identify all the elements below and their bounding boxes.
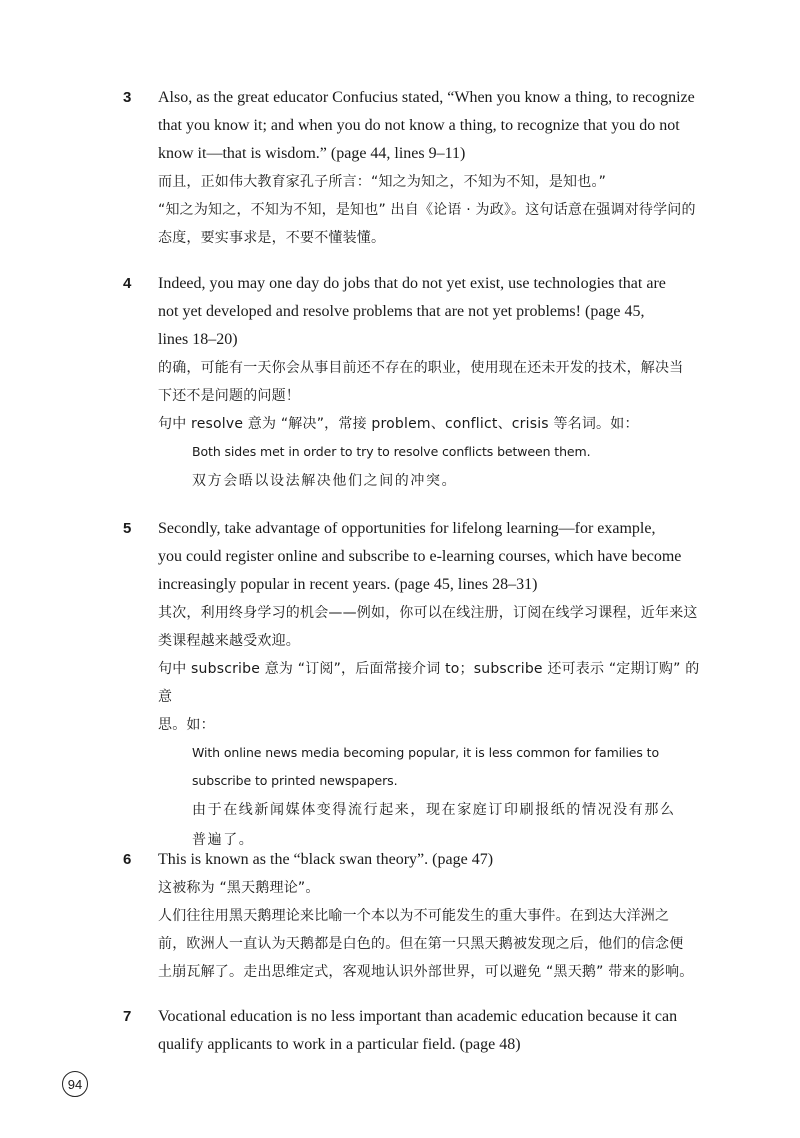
explanation: 句中 resolve 意为 “解决”，常接 problem、conflict、crisis 等名词。如： (158, 416, 639, 432)
note-body (158, 270, 703, 496)
chinese-translation: 这被称为 “黑天鹅理论”。 (158, 880, 320, 896)
note-body (158, 846, 703, 986)
note-number: 3 (123, 89, 132, 106)
english-sentence: Also, as the great educator Confucius stated, “When you know a thing, to recognize that you know it; and when you do not know a thing, to recognize that you do not know it—that is wisdom.” (page 44, lines 9–11) (158, 89, 695, 162)
example-chinese: 由于在线新闻媒体变得流行起来，现在家庭订印刷报纸的情况没有那么 普遍了。 (192, 802, 676, 848)
note-number: 5 (123, 520, 132, 537)
note-body (158, 515, 703, 855)
chinese-translation: 而且，正如伟大教育家孔子所言：“知之为知之，不知为不知，是知也。” (158, 174, 607, 190)
english-sentence: Indeed, you may one day do jobs that do not yet exist, use technologies that are not yet developed and resolve problems that are not yet problems! (page 45, lines 18–20) (158, 275, 666, 348)
explanation: “知之为知之，不知为不知，是知也” 出自《论语 · 为政》。这句话意在强调对待学问的 态度，要实事求是，不要不懂装懂。 (158, 202, 696, 246)
english-sentence: This is known as the “black swan theory”. (page 47) (158, 851, 494, 868)
english-sentence: Secondly, take advantage of opportunities for lifelong learning—for example, you could register online and subscribe to e-learning courses, which have become increasingly popular in recent years. (page 45, lines 28–31) (158, 520, 682, 593)
note-number: 7 (123, 1008, 132, 1025)
chinese-translation: 的确，可能有一天你会从事目前还不存在的职业，使用现在还未开发的技术，解决当 下还不是问题的问题！ (158, 360, 684, 404)
page-number: 94 (62, 1071, 88, 1097)
chinese-translation: 其次，利用终身学习的机会——例如，你可以在线注册，订阅在线学习课程，近年来这 类课程越来越受欢迎。 (158, 605, 698, 649)
explanation: 句中 subscribe 意为 “订阅”，后面常接介词 to；subscribe 还可表示 “定期订购” 的意 思。如： (158, 661, 700, 733)
english-sentence: Vocational education is no less important than academic education because it can qualify applicants to work in a particular field. (page 48) (158, 1008, 678, 1053)
explanation: 人们往往用黑天鹅理论来比喻一个本以为不可能发生的重大事件。在到达大洋洲之 前，欧洲人一直认为天鹅都是白色的。但在第一只黑天鹅被发现之后，他们的信念便 土崩瓦解了。走出思维定式，客观地认识外部世界，可以避免 “黑天鹅” 带来的影响。 (158, 908, 694, 980)
note-body (158, 84, 703, 252)
example-english: Both sides met in order to try to resolve conflicts between them. (192, 444, 591, 459)
example-english: With online news media becoming popular, it is less common for families to subscribe to printed newspapers. (192, 745, 659, 788)
note-number: 6 (123, 851, 132, 868)
example-chinese: 双方会晤以设法解决他们之间的冲突。 (192, 473, 458, 489)
note-number: 4 (123, 275, 132, 292)
note-body (158, 1003, 703, 1059)
